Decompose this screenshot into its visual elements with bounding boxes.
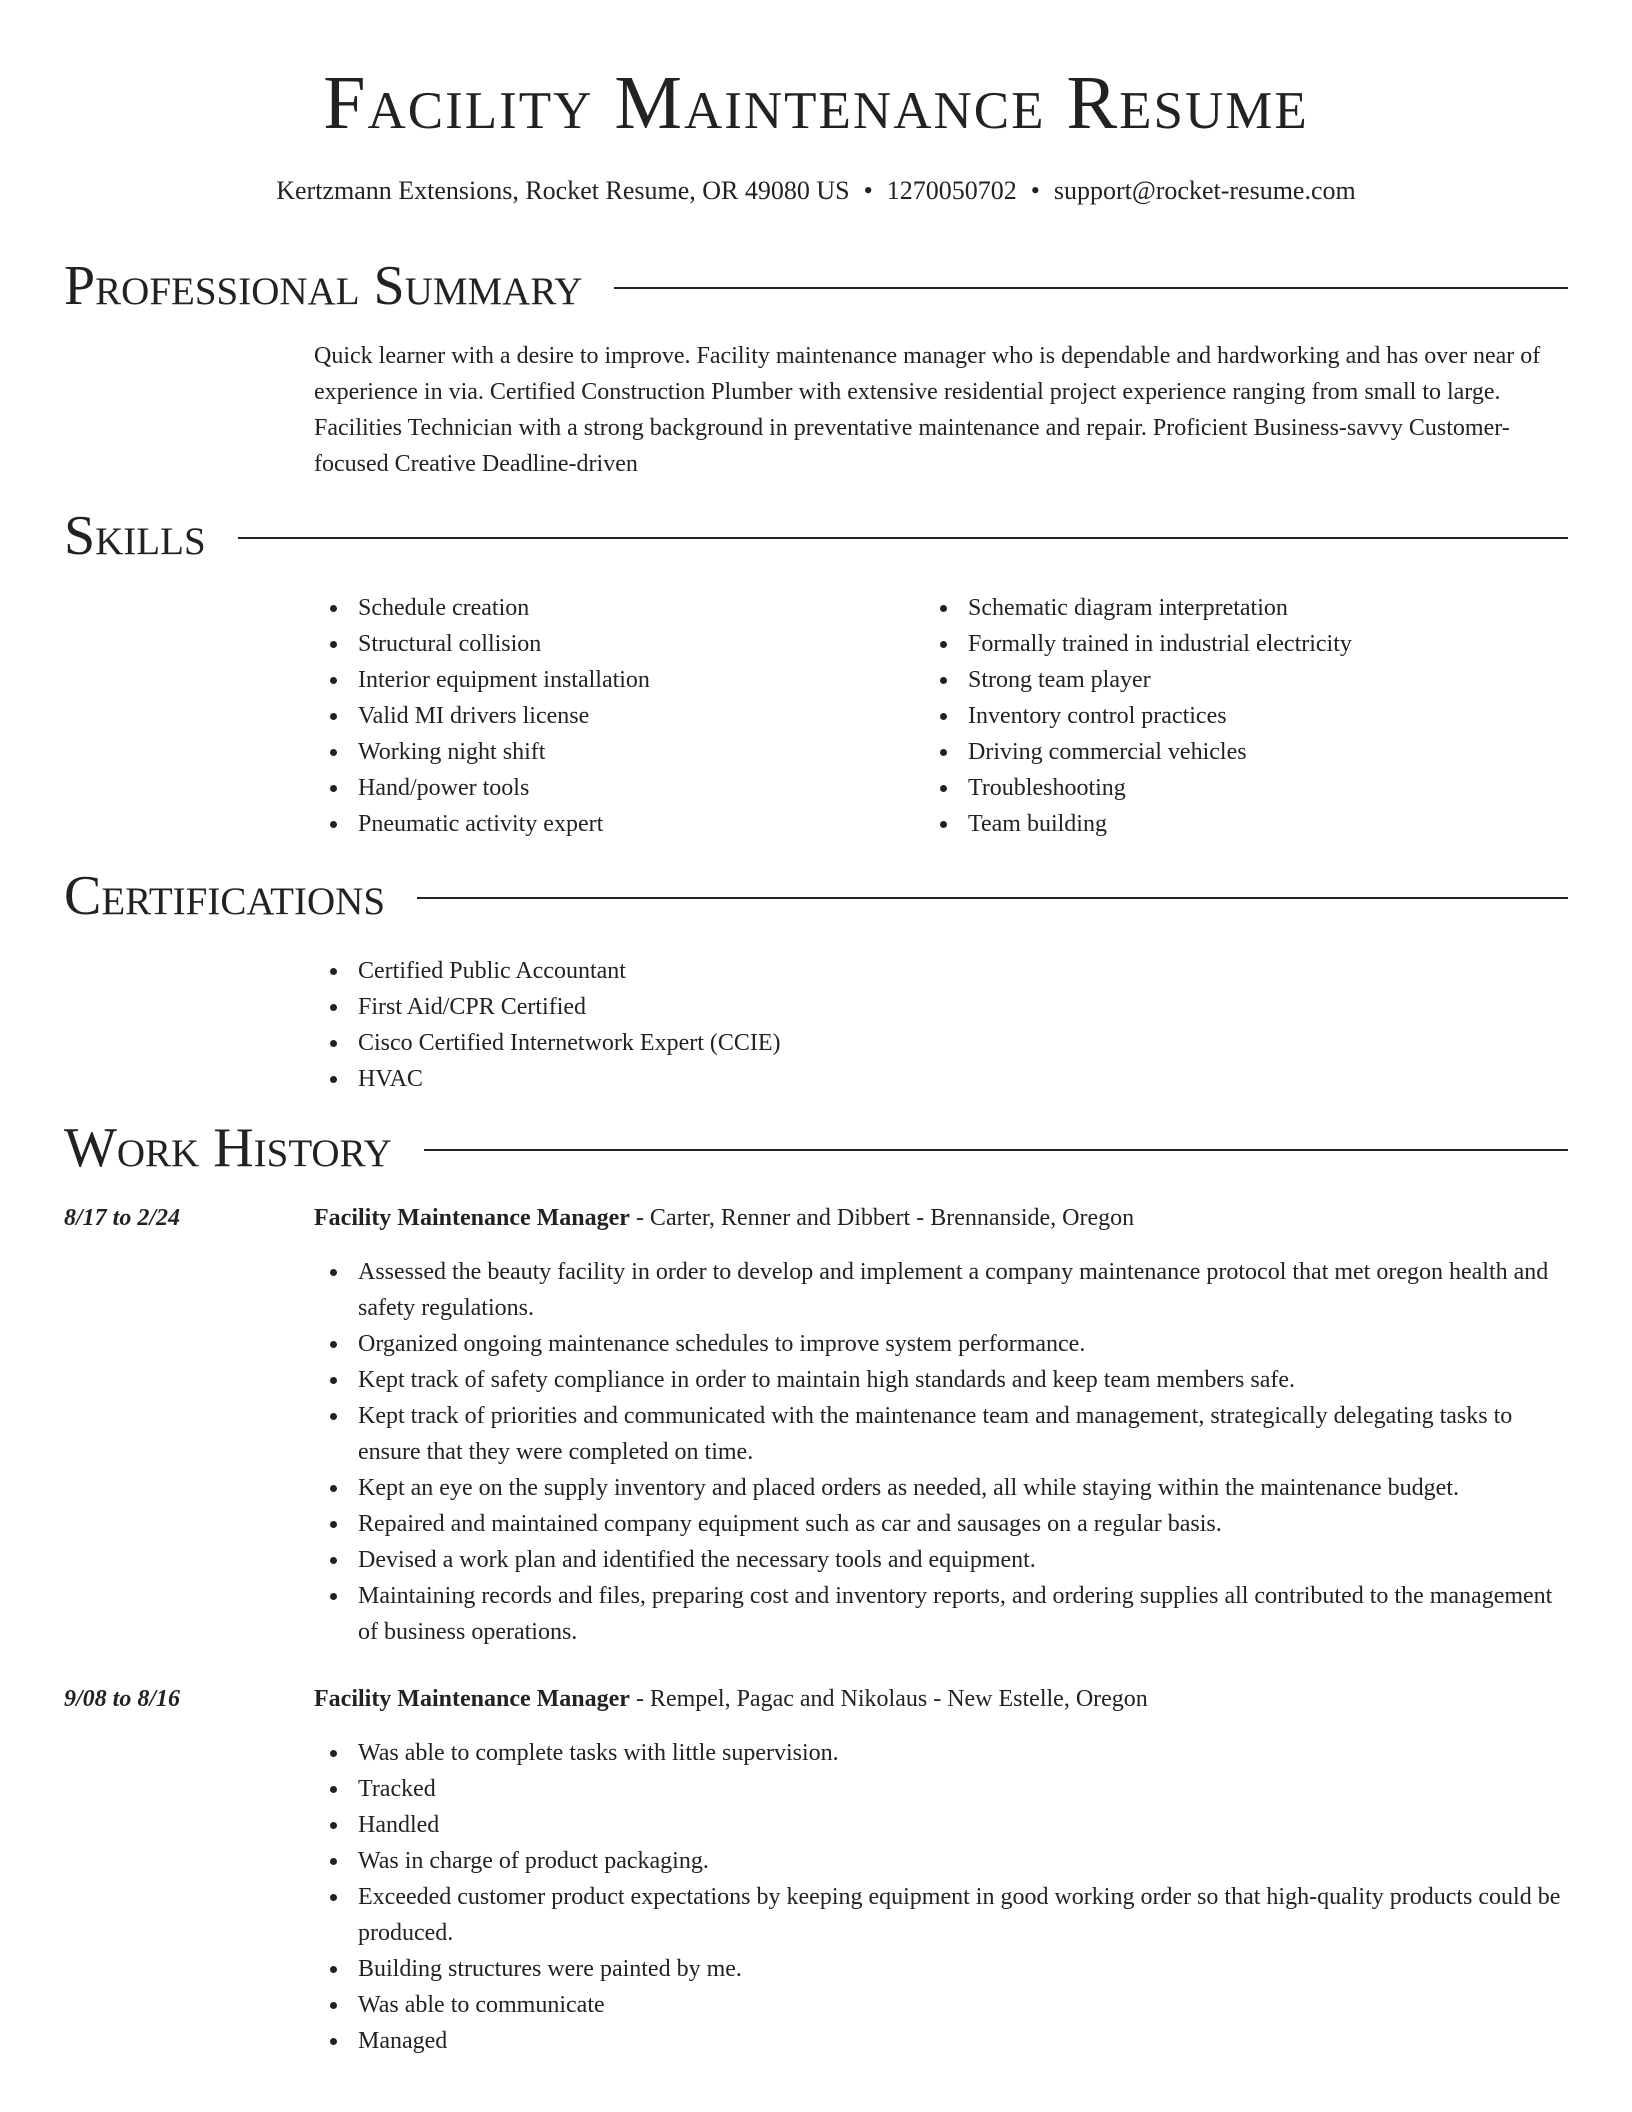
summary-heading: Professional Summary	[64, 255, 583, 317]
skills-right-list	[924, 590, 1524, 842]
contact-separator: •	[1030, 176, 1040, 205]
skill-item: Hand/power tools	[314, 770, 914, 806]
certification-item: First Aid/CPR Certified	[314, 989, 1568, 1025]
certification-item: HVAC	[314, 1061, 1568, 1097]
skill-item: Driving commercial vehicles	[924, 734, 1524, 770]
job-duty: Assessed the beauty facility in order to develop and implement a company maintenance protocol that met oregon health and safety regulations.	[314, 1254, 1568, 1326]
job-duty: Organized ongoing maintenance schedules to improve system performance.	[314, 1326, 1568, 1362]
certifications-list	[314, 953, 1568, 1097]
job-duty: Building structures were painted by me.	[314, 1951, 1568, 1987]
skill-item: Schematic diagram interpretation	[924, 590, 1524, 626]
skills-heading: Skills	[64, 505, 206, 567]
section-divider	[417, 897, 1568, 899]
job-duty: Was in charge of product packaging.	[314, 1843, 1568, 1879]
skill-item: Pneumatic activity expert	[314, 806, 914, 842]
section-divider	[424, 1149, 1568, 1151]
job-duty: Managed	[314, 2023, 1568, 2059]
skill-item: Working night shift	[314, 734, 914, 770]
skill-item: Strong team player	[924, 662, 1524, 698]
summary-text: Quick learner with a desire to improve. Facility maintenance manager who is dependable and hardworking and has over near of experience in via. Certified Construction Plumber with extensive residential project experience ranging from small to large. Facilities Technician with a strong background in preventative maintenance and repair. Proficient Business-savvy Customer-focused Creative Deadline-driven	[314, 343, 1541, 477]
job-duty: Kept track of priorities and communicated with the maintenance team and management, strategically delegating tasks to ensure that they were completed on time.	[314, 1398, 1568, 1470]
skill-item: Troubleshooting	[924, 770, 1524, 806]
job-duty: Was able to complete tasks with little supervision.	[314, 1735, 1568, 1771]
job-employer: - Carter, Renner and Dibbert - Brennanside, Oregon	[629, 1205, 1135, 1231]
section-divider	[238, 537, 1568, 539]
certifications-list-container	[314, 953, 1568, 1097]
contact-phone: 1270050702	[886, 176, 1017, 205]
skills-left-list	[314, 590, 914, 842]
job-dates: 9/08 to 8/16	[64, 1686, 181, 1712]
skill-item: Inventory control practices	[924, 698, 1524, 734]
contact-line	[0, 174, 1632, 208]
job-title: Facility Maintenance Manager	[314, 1205, 630, 1231]
skills-right-column	[924, 590, 1524, 842]
certifications-section-heading	[64, 864, 1568, 928]
job-duty: Was able to communicate	[314, 1987, 1568, 2023]
skill-item: Interior equipment installation	[314, 662, 914, 698]
skills-section-heading	[64, 504, 1568, 568]
job-heading	[314, 1200, 1568, 1236]
job-duty: Kept track of safety compliance in order to maintain high standards and keep team members safe.	[314, 1362, 1568, 1398]
skill-item: Team building	[924, 806, 1524, 842]
skill-item: Schedule creation	[314, 590, 914, 626]
job-duties	[314, 1735, 1568, 2059]
certification-item: Cisco Certified Internetwork Expert (CCIE)	[314, 1025, 1568, 1061]
skill-item: Formally trained in industrial electricity	[924, 626, 1524, 662]
job-employer: - Rempel, Pagac and Nikolaus - New Estelle, Oregon	[629, 1686, 1148, 1712]
job-duty: Repaired and maintained company equipment such as car and sausages on a regular basis.	[314, 1506, 1568, 1542]
job-duties	[314, 1254, 1568, 1650]
skill-item: Valid MI drivers license	[314, 698, 914, 734]
job-dates: 8/17 to 2/24	[64, 1205, 181, 1231]
job-heading	[314, 1681, 1568, 1717]
summary-section-heading	[64, 254, 1568, 318]
contact-address: Kertzmann Extensions, Rocket Resume, OR 49080 US	[276, 176, 850, 205]
job-duty: Exceeded customer product expectations by keeping equipment in good working order so that high-quality products could be produced.	[314, 1879, 1568, 1951]
job-duty: Kept an eye on the supply inventory and placed orders as needed, all while staying within the maintenance budget.	[314, 1470, 1568, 1506]
job-duties-list	[314, 1735, 1568, 2059]
contact-separator: •	[863, 176, 873, 205]
contact-email: support@rocket-resume.com	[1053, 176, 1356, 205]
skill-item: Structural collision	[314, 626, 914, 662]
certifications-heading: Certifications	[64, 865, 386, 927]
job-duty: Maintaining records and files, preparing cost and inventory reports, and ordering supplies all contributed to the management of business operations.	[314, 1578, 1568, 1650]
certification-item: Certified Public Accountant	[314, 953, 1568, 989]
job-duty: Devised a work plan and identified the necessary tools and equipment.	[314, 1542, 1568, 1578]
resume-title: Facility Maintenance Resume	[323, 61, 1309, 145]
job-title: Facility Maintenance Manager	[314, 1686, 630, 1712]
section-divider	[614, 287, 1568, 289]
work-history-heading: Work History	[64, 1117, 392, 1179]
job-duty: Handled	[314, 1807, 1568, 1843]
job-duty: Tracked	[314, 1771, 1568, 1807]
work-history-section-heading	[64, 1116, 1568, 1180]
job-duties-list	[314, 1254, 1568, 1650]
skills-left-column	[314, 590, 914, 842]
